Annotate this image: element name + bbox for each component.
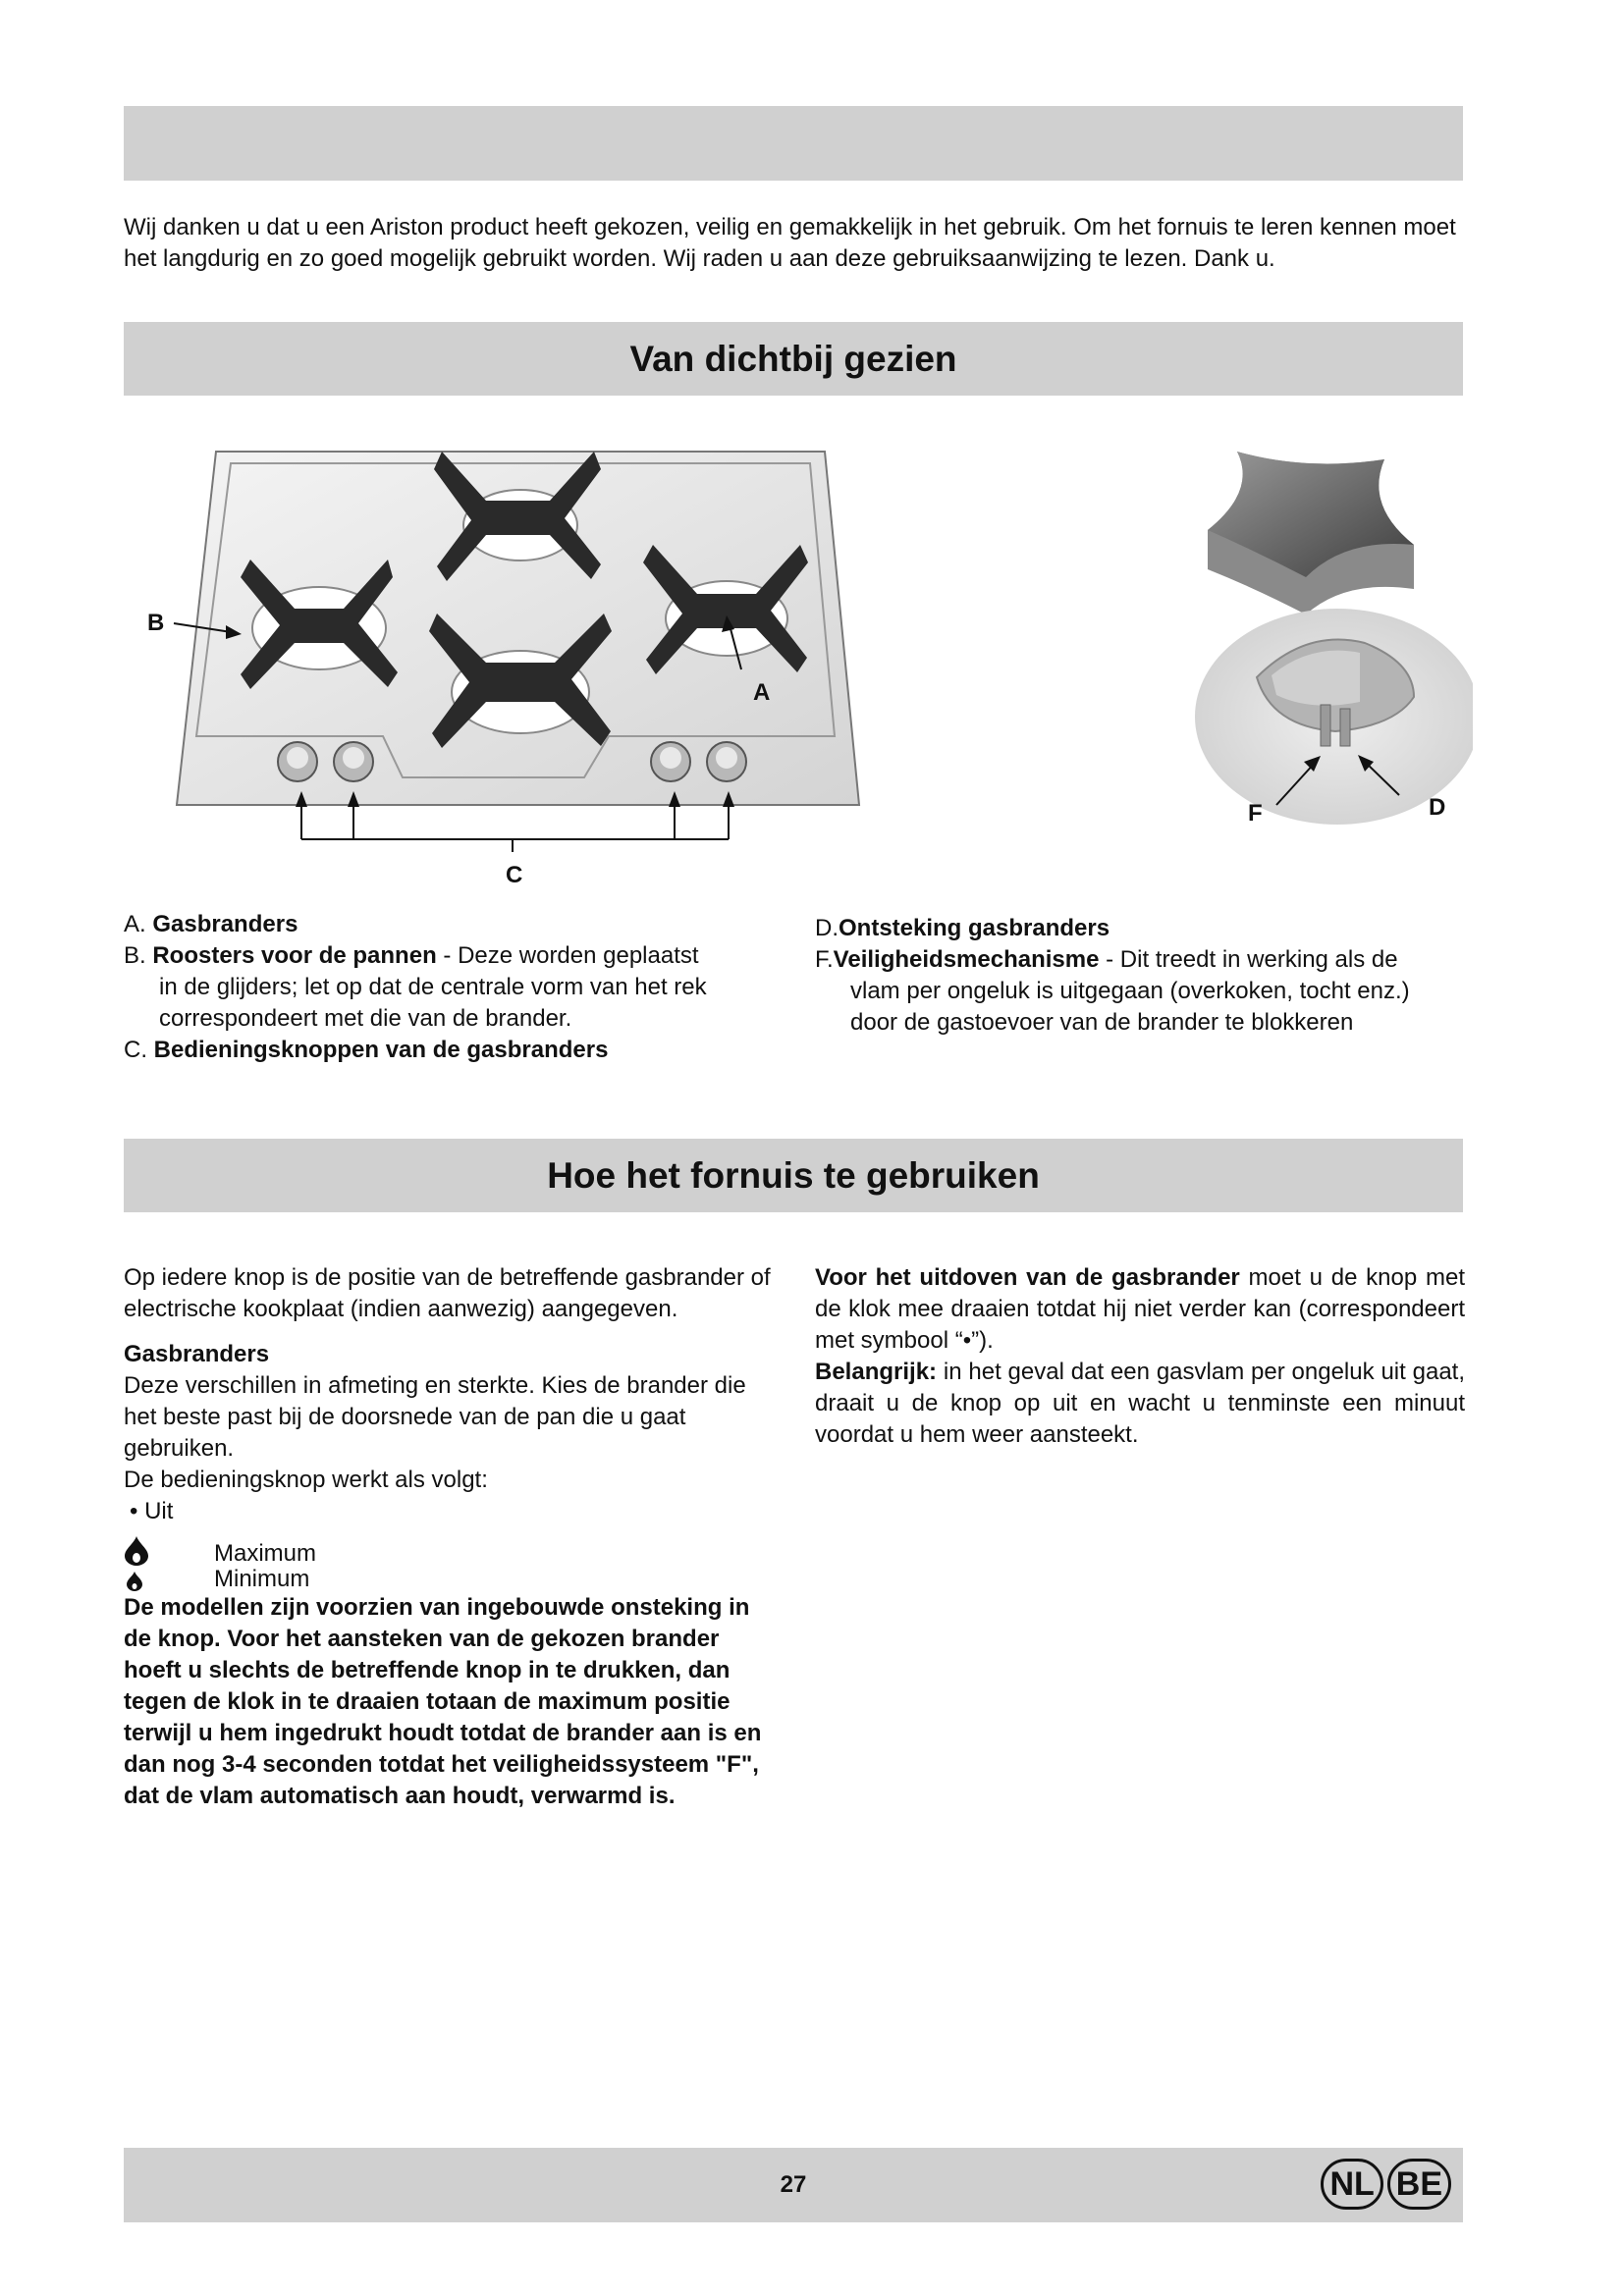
section-title-hoe-gebruiken: Hoe het fornuis te gebruiken — [124, 1139, 1463, 1212]
legend-right — [815, 913, 1463, 1039]
gas-heading: Gasbranders — [124, 1341, 270, 1367]
gas-text: Deze verschillen in afmeting en sterkte. Kies de brander die het beste past bij de doorsnede van de pan die u gaat gebruiken. — [124, 1372, 746, 1462]
usage-intro: Op iedere knop is de positie van de betreffende gasbrander of electrische kookplaat (indien aanwezig) aangegeven. — [124, 1264, 771, 1322]
burner-cap — [1208, 452, 1414, 614]
usage-right-column — [815, 1262, 1465, 1451]
off-label: • Uit — [130, 1498, 174, 1524]
extinguish-paragraph: Voor het uitdoven van de gasbrander moet u de knop met de klok mee draaien totdat hij niet verder kan (correspondeert met symbool “•”). — [815, 1264, 1465, 1354]
burner-detail-illustration — [1178, 432, 1473, 844]
knob-text: De bedieningsknop werkt als volgt: — [124, 1467, 488, 1493]
page-number: 27 — [780, 2171, 807, 2198]
label-b: B — [147, 610, 165, 636]
min-row: Minimum — [124, 1567, 780, 1592]
usage-left-column — [124, 1262, 780, 1812]
top-header-bar — [124, 106, 1463, 181]
label-f: F — [1248, 800, 1263, 827]
intro-paragraph: Wij danken u dat u een Ariston product heeft gekozen, veilig en gemakkelijk in het gebruik. Om het fornuis te leren kennen moet het langdurig en zo goed mogelijk gebruikt worden. Wij raden u aan deze gebruiksaanwijzing te lezen. Dank u. — [124, 214, 1456, 272]
legend-item-b: B. Roosters voor de pannen - Deze worden geplaatst in de glijders; let op dat de centrale vorm van het rek correspondeert met die van de brander. — [124, 942, 707, 1032]
important-paragraph: Belangrijk: in het geval dat een gasvlam per ongeluk uit gaat, draait u de knop op uit en wacht u tenminste een minuut voordat u hem weer aansteekt. — [815, 1359, 1465, 1448]
label-d: D — [1429, 794, 1446, 821]
ignition-instructions: De modellen zijn voorzien van ingebouwde onsteking in de knop. Voor het aansteken van de gekozen brander hoeft u slechts de betreffende knop in te drukken, dan tegen de klok in te draaien totaan de maximum positie terwijl u hem ingedrukt houdt totdat de brander aan is en dan nog 3-4 seconden totdat het veiligheidssysteem "F", dat de vlam automatisch aan houdt, verwarmd is. — [124, 1594, 762, 1809]
max-row: Maximum — [124, 1541, 780, 1567]
footer-bar — [124, 2148, 1463, 2222]
legend-item-a: A. Gasbranders — [124, 911, 298, 937]
legend-left — [124, 909, 791, 1066]
large-flame-icon — [124, 1535, 149, 1567]
badge-nl: NL — [1321, 2159, 1382, 2210]
badge-be: BE — [1387, 2159, 1451, 2210]
language-badges — [1317, 2159, 1451, 2210]
burner-base — [1195, 609, 1473, 825]
label-a: A — [753, 679, 771, 706]
legend-item-f: F.Veiligheidsmechanisme - Dit treedt in werking als de vlam per ongeluk is uitgegaan (overkoken, tocht enz.) door de gastoevoer van de brander te blokkeren — [815, 946, 1410, 1036]
legend-item-d: D.Ontsteking gasbranders — [815, 915, 1110, 941]
legend-item-c: C. Bedieningsknoppen van de gasbranders — [124, 1037, 609, 1063]
hob-illustration — [147, 432, 874, 893]
small-flame-icon — [126, 1571, 143, 1592]
label-c: C — [506, 862, 523, 888]
section-title-van-dichtbij: Van dichtbij gezien — [124, 322, 1463, 396]
